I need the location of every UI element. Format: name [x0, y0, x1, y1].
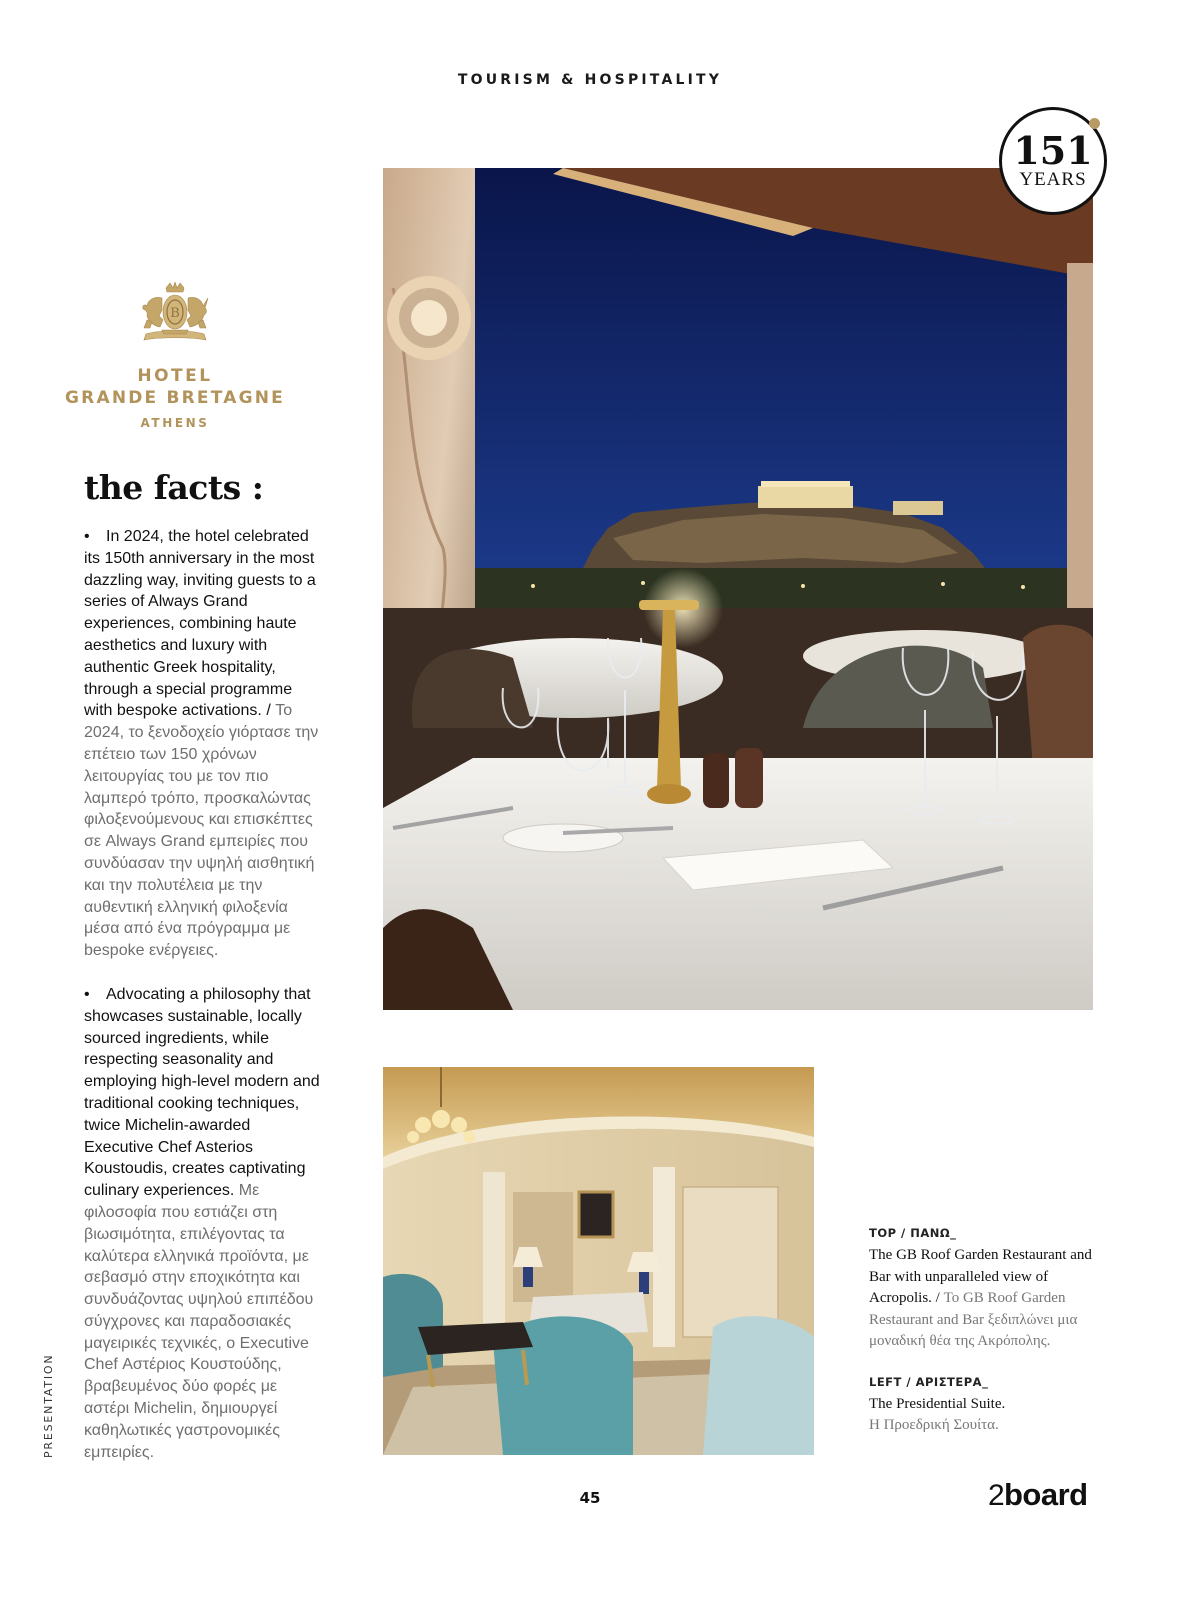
- fact-text-en: Advocating a philosophy that showcases sustainable, locally sourced ingredients, while respecting seasonality and employing high-level modern and traditional cooking techniques, twice Michelin-awarded Executive Chef Asterios Koustoudis, creates captivating culinary experiences.: [84, 985, 320, 1200]
- caption-label: TOP / ΠΑΝΩ_: [869, 1226, 957, 1240]
- hotel-logo: [65, 282, 285, 430]
- caption-text: [869, 1394, 1109, 1437]
- side-section-label: PRESENTATION: [42, 1353, 55, 1458]
- caption-text-en: The GB Roof Garden Restaurant and Bar with unparalleled view of Acropolis. /: [869, 1247, 1092, 1306]
- caption-text-gr: Η Προεδρική Σουίτα.: [869, 1417, 999, 1433]
- bullet-icon: •: [84, 985, 90, 1003]
- logo-line-hotel: HOTEL: [137, 366, 213, 386]
- brand-word: board: [1004, 1477, 1088, 1512]
- roof-garden-photo: [383, 168, 1093, 1010]
- logo-line-name: GRANDE BRETAGNE: [65, 388, 285, 408]
- presidential-suite-photo: [383, 1067, 814, 1455]
- brand-numeral: 2: [988, 1479, 1005, 1512]
- fact-text-en: In 2024, the hotel celebrated its 150th anniversary in the most dazzling way, inviting guests to a series of Always Grand experiences, combining haute aesthetics and luxury with authentic Greek hospitality, through a special programme with bespoke activations. /: [84, 528, 316, 720]
- caption-text-gr: Το GB Roof Garden Restaurant and Bar ξεδιπλώνει μια μοναδική θέα της Ακρόπολης.: [869, 1290, 1078, 1349]
- caption-top: [869, 1226, 1109, 1353]
- caption-left: [869, 1375, 1109, 1437]
- photo-captions: [869, 1226, 1109, 1459]
- caption-text-en: The Presidential Suite.: [869, 1395, 1006, 1412]
- badge-number: 151: [1013, 128, 1093, 173]
- fact-item: [84, 526, 324, 962]
- section-header: TOURISM & HOSPITALITY: [457, 72, 723, 88]
- fact-text-gr: Με φιλοσοφία που εστιάζει στη βιωσιμότητα, επιλέγοντας τα καλύτερα ελληνικά προϊόντα, με σεβασμό στην εποχικότητα και συνδυάζοντας υψηλού επιπέδου σύγχρονες και παραδοσιακές μαγειρικές τεχνικές, ο Executive Chef Αστέριος Κουστούδης, βραβευμένος δύο φορές με αστέρι Michelin, δημιουργεί καθηλωτικές γαστρονομικές εμπειρίες.: [84, 1182, 314, 1461]
- crest-icon: [132, 282, 218, 352]
- badge-dot-icon: [1089, 118, 1100, 129]
- facts-list: [84, 526, 324, 1485]
- caption-label: LEFT / ΑΡΙΣΤΕΡΑ_: [869, 1374, 989, 1389]
- logo-line-city: ATHENS: [140, 416, 210, 430]
- svg-text:B: B: [170, 306, 180, 321]
- facts-title: the facts :: [84, 468, 264, 507]
- badge-word: YEARS: [1019, 169, 1087, 190]
- page-number: 45: [579, 1489, 601, 1507]
- bullet-icon: •: [84, 528, 90, 545]
- caption-text: [869, 1245, 1109, 1353]
- fact-item: [84, 984, 324, 1464]
- fact-text-gr: Το 2024, το ξενοδοχείο γιόρτασε την επέτειο των 150 χρόνων λειτουργίας του με τον πιο λαμπερό τρόπο, προσκαλώντας φιλοξενούμενους και επισκέπτες σε Always Grand εμπειρίες που συνδύασαν την υψηλή αισθητική και την πολυτέλεια με την αυθεντική ελληνική φιλοξενία μέσα από ένα πρόγραμμα με bespoke ενέργειες.: [84, 702, 319, 960]
- magazine-logo: [988, 1477, 1096, 1513]
